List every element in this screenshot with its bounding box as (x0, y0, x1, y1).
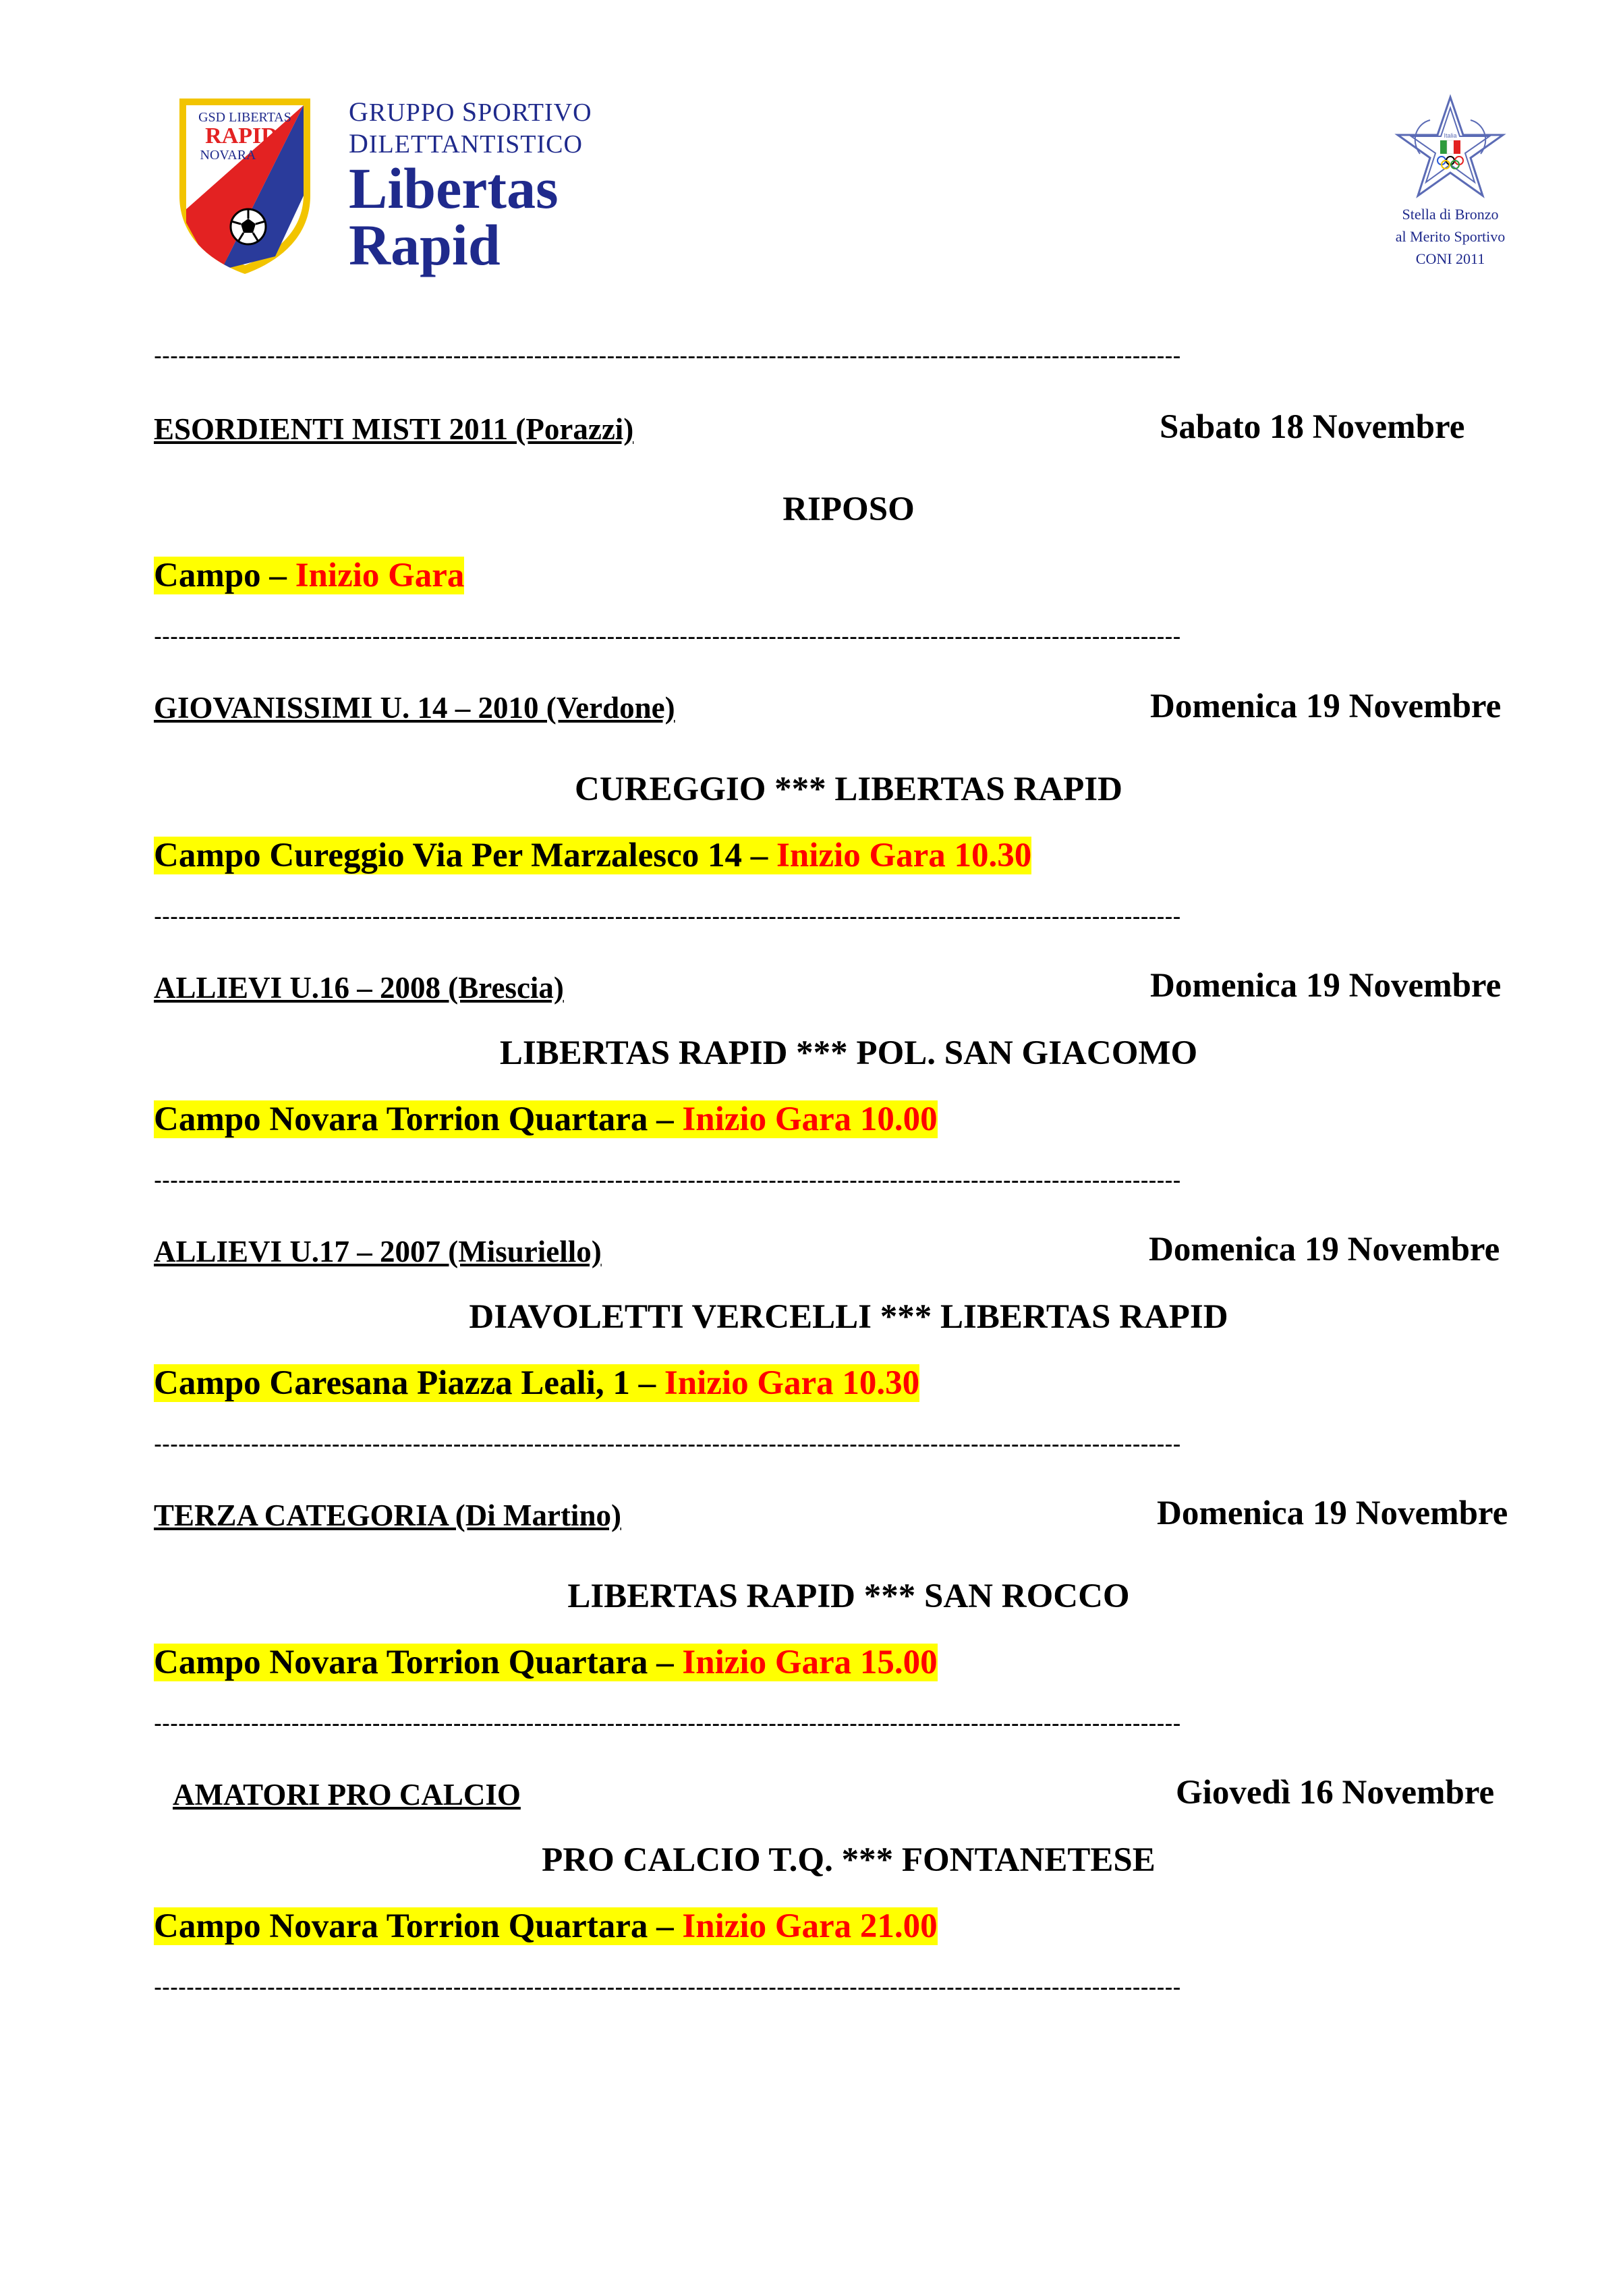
venue-text: Campo – (154, 557, 295, 594)
category-label: ALLIEVI U.17 – 2007 (Misuriello) (154, 1235, 602, 1268)
org-line-3: Libertas (349, 156, 559, 221)
match-date: Domenica 19 Novembre (1150, 967, 1502, 1005)
venue-line (154, 1905, 938, 1947)
match-date: Domenica 19 Novembre (1157, 1494, 1508, 1532)
kickoff-time: Inizio Gara 10.30 (776, 837, 1032, 874)
venue-line (154, 835, 1031, 876)
club-logo (174, 94, 316, 277)
venue-line (154, 1642, 938, 1683)
coni-text-1: Stella di Bronzo (1402, 206, 1499, 223)
separator: ------------------------------------------------------------------------------------------------------------------------------- (154, 1430, 1181, 1457)
org-line-2: DILETTANTISTICO (349, 128, 583, 159)
category-label: ESORDIENTI MISTI 2011 (Porazzi) (154, 412, 634, 446)
org-line-4: Rapid (349, 213, 501, 277)
match-date: Giovedì 16 Novembre (1176, 1774, 1495, 1812)
star-icon (1393, 93, 1508, 201)
kickoff-time: Inizio Gara 15.00 (682, 1644, 938, 1681)
logo-text-2: RAPID (205, 123, 278, 148)
match-title: PRO CALCIO T.Q. *** FONTANETESE (542, 1841, 1156, 1879)
kickoff-time: Inizio Gara 10.30 (664, 1364, 920, 1402)
coni-text-2: al Merito Sportivo (1395, 228, 1506, 245)
kickoff-time: Inizio Gara (295, 557, 465, 594)
separator: ------------------------------------------------------------------------------------------------------------------------------- (154, 1710, 1181, 1737)
star-label: Italia (1444, 132, 1457, 139)
venue-text: Campo Novara Torrion Quartara – (154, 1100, 683, 1138)
category-label: GIOVANISSIMI U. 14 – 2010 (Verdone) (154, 691, 675, 725)
football-icon (231, 209, 266, 244)
venue-text: Campo Novara Torrion Quartara – (154, 1907, 683, 1945)
category-label: ALLIEVI U.16 – 2008 (Brescia) (154, 971, 564, 1005)
separator: ------------------------------------------------------------------------------------------------------------------------------- (154, 1167, 1181, 1194)
match-title: LIBERTAS RAPID *** POL. SAN GIACOMO (499, 1034, 1198, 1072)
category-label: AMATORI PRO CALCIO (173, 1778, 521, 1812)
venue-text: Campo Novara Torrion Quartara – (154, 1644, 683, 1681)
category-label: TERZA CATEGORIA (Di Martino) (154, 1499, 621, 1532)
venue-text: Campo Caresana Piazza Leali, 1 – (154, 1364, 664, 1402)
match-title: LIBERTAS RAPID *** SAN ROCCO (567, 1577, 1130, 1615)
match-title: DIAVOLETTI VERCELLI *** LIBERTAS RAPID (469, 1298, 1228, 1336)
kickoff-time: Inizio Gara 10.00 (682, 1100, 938, 1138)
match-title: CUREGGIO *** LIBERTAS RAPID (575, 771, 1122, 808)
separator: ------------------------------------------------------------------------------------------------------------------------------- (154, 342, 1181, 369)
org-name (349, 96, 592, 277)
match-title: RIPOSO (782, 491, 915, 528)
coni-badge (1376, 93, 1525, 268)
venue-line (154, 1362, 919, 1404)
separator: ------------------------------------------------------------------------------------------------------------------------------- (154, 903, 1181, 930)
venue-text: Campo Cureggio Via Per Marzalesco 14 – (154, 837, 777, 874)
separator: ------------------------------------------------------------------------------------------------------------------------------- (154, 623, 1181, 650)
match-date: Domenica 19 Novembre (1149, 1231, 1500, 1268)
logo-text-3: NOVARA (200, 148, 256, 163)
org-line-1: GRUPPO SPORTIVO (349, 96, 592, 127)
match-date: Sabato 18 Novembre (1160, 408, 1465, 446)
venue-line (154, 555, 464, 596)
separator: ------------------------------------------------------------------------------------------------------------------------------- (154, 1973, 1181, 2000)
coni-text-3: CONI 2011 (1415, 250, 1485, 267)
venue-line (154, 1098, 938, 1140)
kickoff-time: Inizio Gara 21.00 (682, 1907, 938, 1945)
logo-text-1: GSD LIBERTAS (198, 110, 291, 125)
match-date: Domenica 19 Novembre (1150, 688, 1502, 725)
